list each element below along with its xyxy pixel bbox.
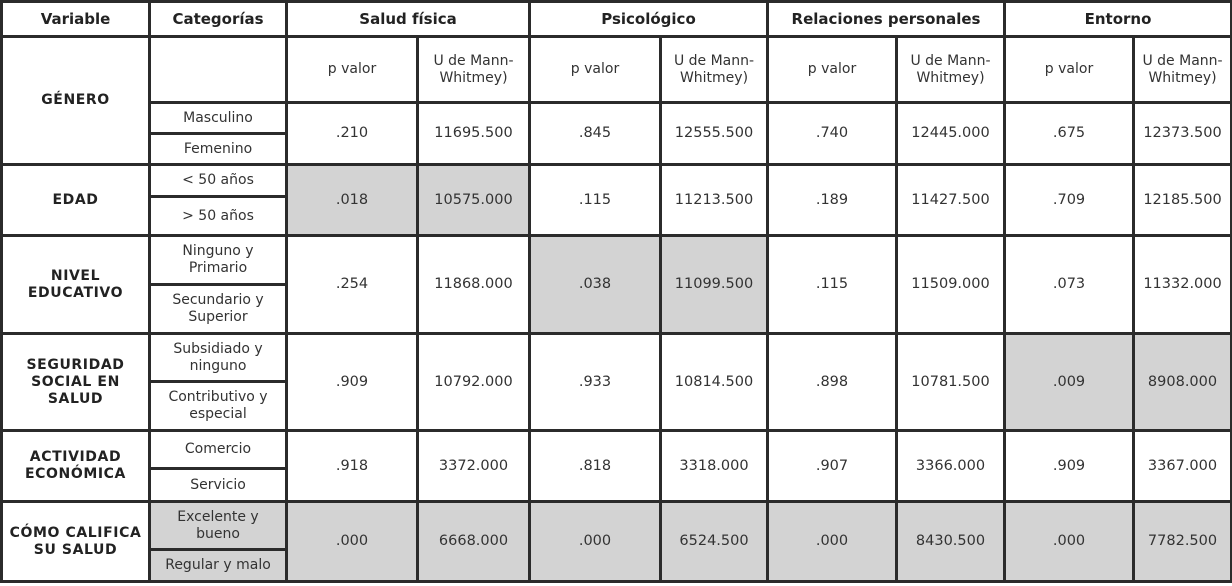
value-cell: 10792.000 [418,334,530,431]
value-cell: .115 [768,236,897,334]
value-cell: .210 [287,103,418,165]
value-cell: .709 [1005,165,1134,236]
value-cell-significant: .018 [287,165,418,236]
value-cell: .898 [768,334,897,431]
value-cell: 12555.500 [661,103,768,165]
value-cell: .933 [530,334,661,431]
category-cell: Contributivo y especial [150,382,287,431]
table-row [2,334,1232,382]
value-cell: 11509.000 [897,236,1005,334]
category-cell: Femenino [150,134,287,165]
value-cell-significant: 6668.000 [418,502,530,582]
value-cell: 12185.500 [1134,165,1232,236]
table-row [2,502,1232,550]
subheader-u-mann-whitney: U de Mann-Whitmey) [661,37,768,103]
header-entorno: Entorno [1005,2,1232,37]
value-cell-significant: .000 [1005,502,1134,582]
value-cell: .254 [287,236,418,334]
category-cell: Subsidiado y ninguno [150,334,287,382]
table-row [2,37,1232,103]
category-cell-significant: Regular y malo [150,550,287,582]
value-cell-significant: .038 [530,236,661,334]
value-cell: .740 [768,103,897,165]
header-salud-fisica: Salud física [287,2,530,37]
value-cell: 3318.000 [661,431,768,502]
value-cell: .818 [530,431,661,502]
header-row [2,2,1232,37]
value-cell: 10814.500 [661,334,768,431]
category-cell: Masculino [150,103,287,134]
value-cell: .073 [1005,236,1134,334]
value-cell: .909 [287,334,418,431]
value-cell: 3367.000 [1134,431,1232,502]
value-cell-significant: 7782.500 [1134,502,1232,582]
subheader-u-mann-whitney: U de Mann-Whitmey) [1134,37,1232,103]
value-cell: .189 [768,165,897,236]
header-variable: Variable [2,2,150,37]
value-cell: 3372.000 [418,431,530,502]
value-cell: 10781.500 [897,334,1005,431]
subheader-p-valor: p valor [287,37,418,103]
subheader-p-valor: p valor [1005,37,1134,103]
value-cell: .675 [1005,103,1134,165]
variable-genero: GÉNERO [2,37,150,165]
value-cell: 11695.500 [418,103,530,165]
value-cell: 11427.500 [897,165,1005,236]
value-cell: .115 [530,165,661,236]
value-cell: 11332.000 [1134,236,1232,334]
value-cell-significant: 10575.000 [418,165,530,236]
table-row [2,431,1232,469]
value-cell: .909 [1005,431,1134,502]
value-cell: .918 [287,431,418,502]
category-cell: Secundario y Superior [150,285,287,334]
value-cell-significant: 8430.500 [897,502,1005,582]
subheader-u-mann-whitney: U de Mann-Whitmey) [897,37,1005,103]
table-row [2,165,1232,197]
variable-como-califica-su-salud: CÓMO CALIFICA SU SALUD [2,502,150,582]
table-row [2,103,1232,134]
category-cell: < 50 años [150,165,287,197]
value-cell-significant: .000 [530,502,661,582]
subheader-p-valor: p valor [768,37,897,103]
category-cell: Servicio [150,469,287,502]
category-cell: > 50 años [150,197,287,236]
value-cell-significant: 8908.000 [1134,334,1232,431]
category-cell: Ninguno y Primario [150,236,287,285]
subheader-p-valor: p valor [530,37,661,103]
category-cell: Comercio [150,431,287,469]
header-relaciones-personales: Relaciones personales [768,2,1005,37]
variable-edad: EDAD [2,165,150,236]
category-empty [150,37,287,103]
value-cell-significant: .000 [768,502,897,582]
category-cell-significant: Excelente y bueno [150,502,287,550]
value-cell: 12373.500 [1134,103,1232,165]
value-cell-significant: 11099.500 [661,236,768,334]
table-row [2,236,1232,285]
subheader-u-mann-whitney: U de Mann-Whitmey) [418,37,530,103]
value-cell: .845 [530,103,661,165]
value-cell: 3366.000 [897,431,1005,502]
value-cell: .907 [768,431,897,502]
value-cell-significant: .009 [1005,334,1134,431]
variable-actividad-economica: ACTIVIDAD ECONÓMICA [2,431,150,502]
header-psicologico: Psicológico [530,2,768,37]
header-categorias: Categorías [150,2,287,37]
value-cell: 11868.000 [418,236,530,334]
value-cell-significant: 6524.500 [661,502,768,582]
value-cell: 11213.500 [661,165,768,236]
variable-nivel-educativo: NIVEL EDUCATIVO [2,236,150,334]
value-cell-significant: .000 [287,502,418,582]
variable-seguridad-social: SEGURIDAD SOCIAL EN SALUD [2,334,150,431]
value-cell: 12445.000 [897,103,1005,165]
